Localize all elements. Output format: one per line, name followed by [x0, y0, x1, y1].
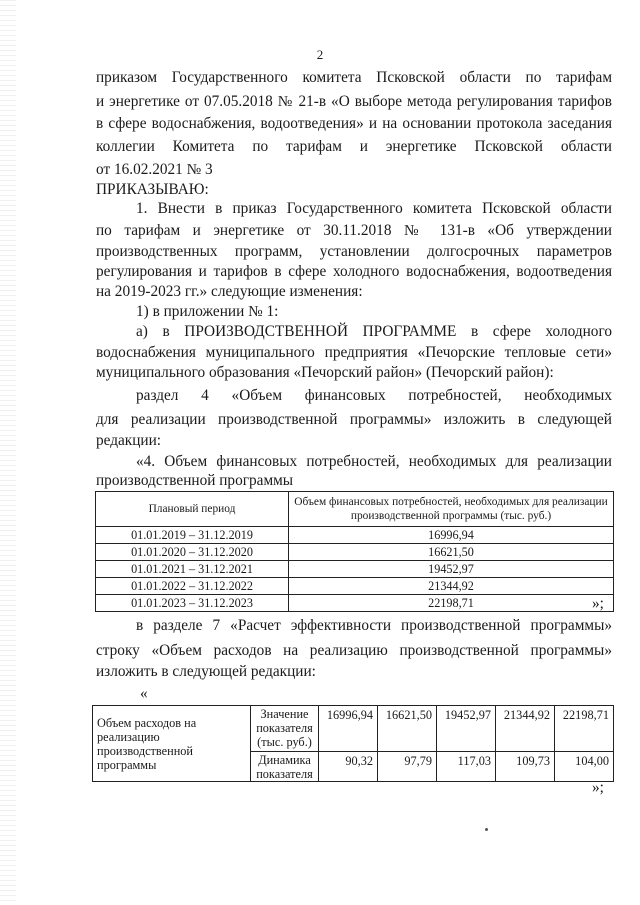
value-cell: 104,00 — [555, 752, 614, 782]
closing-quote: »; — [592, 779, 604, 796]
section4-line: редакции: — [96, 432, 162, 449]
subitem-a-line: водоснабжения муниципального предприятия «Печорские тепловые сети» — [96, 344, 612, 361]
value-cell: 22198,71 — [289, 595, 614, 612]
period-cell: 01.01.2021 – 31.12.2021 — [96, 561, 289, 578]
section4-line: для реализации производственной программы» изложить в следующей — [96, 411, 612, 428]
scan-edge — [0, 0, 16, 905]
intro-line: приказом Государственного комитета Псковской области по тарифам — [96, 69, 612, 86]
table-header-cell: Плановый период — [96, 492, 289, 527]
row-label-cell: Объем расходов на реализацию производственной программы — [93, 706, 251, 782]
scan-speck — [485, 828, 488, 831]
subitem-a-line: а) в ПРОИЗВОДСТВЕННОЙ ПРОГРАММЕ в сфере холодного — [136, 323, 612, 340]
indicator-name-cell: Динамика показателя — [251, 752, 319, 782]
value-cell: 16996,94 — [319, 706, 378, 752]
value-cell: 16996,94 — [289, 527, 614, 544]
value-cell: 90,32 — [319, 752, 378, 782]
value-cell: 21344,92 — [289, 578, 614, 595]
period-cell: 01.01.2019 – 31.12.2019 — [96, 527, 289, 544]
table-header-row — [96, 492, 614, 527]
section4-line: раздел 4 «Объем финансовых потребностей, необходимых — [136, 387, 612, 404]
item1-line: регулирования и тарифов в сфере холодного водоснабжения, водоотведения — [96, 263, 612, 280]
table-row — [93, 706, 614, 752]
table-row — [96, 544, 614, 561]
item1-line: по тарифам и энергетике от 30.11.2018 № 131-в «Об утверждении — [96, 222, 612, 239]
financial-needs-table — [95, 491, 614, 612]
intro-line: коллегии Комитета по тарифам и энергетике Псковской области — [96, 138, 612, 155]
value-cell: 19452,97 — [437, 706, 496, 752]
indicator-name-cell: Значение показателя (тыс. руб.) — [251, 706, 319, 752]
quote4-line: «4. Объем финансовых потребностей, необходимых для реализации — [136, 453, 612, 470]
subitem-a-line: муниципального образования «Печорский район» (Печорский район): — [96, 364, 554, 381]
section7-line: в разделе 7 «Расчет эффективности производственной программы» — [136, 617, 612, 634]
subitem-1: 1) в приложении № 1: — [136, 303, 279, 320]
expenses-table — [92, 705, 614, 782]
intro-line: и энергетике от 07.05.2018 № 21-в «О выборе метода регулирования тарифов — [96, 93, 612, 110]
table-row — [96, 527, 614, 544]
value-cell: 21344,92 — [496, 706, 555, 752]
section7-line: строку «Объем расходов на реализацию производственной программы» — [96, 642, 612, 659]
value-cell: 16621,50 — [289, 544, 614, 561]
value-cell: 97,79 — [378, 752, 437, 782]
quote4-line: производственной программы — [96, 472, 294, 489]
closing-quote: »; — [592, 595, 604, 612]
value-cell: 16621,50 — [378, 706, 437, 752]
value-cell: 117,03 — [437, 752, 496, 782]
item1-line: производственных программ, установлении долгосрочных параметров — [96, 243, 612, 260]
section7-line: изложить в следующей редакции: — [96, 663, 316, 680]
period-cell: 01.01.2023 – 31.12.2023 — [96, 595, 289, 612]
intro-line: от 16.02.2021 № 3 — [96, 161, 213, 178]
intro-line: в сфере водоснабжения, водоотведения» и на основании протокола заседания — [96, 115, 612, 132]
item1-line: на 2019-2023 гг.» следующие изменения: — [96, 283, 363, 300]
page-number: 2 — [316, 47, 324, 62]
table-header-cell: Объем финансовых потребностей, необходимых для реализации производственной программы (тыс. руб.) — [289, 492, 614, 527]
table-row — [96, 561, 614, 578]
value-cell: 19452,97 — [289, 561, 614, 578]
opening-quote: « — [140, 685, 148, 702]
item1-line: 1. Внести в приказ Государственного комитета Псковской области — [136, 200, 612, 217]
table-row — [96, 578, 614, 595]
table-row — [96, 595, 614, 612]
value-cell: 109,73 — [496, 752, 555, 782]
period-cell: 01.01.2022 – 31.12.2022 — [96, 578, 289, 595]
period-cell: 01.01.2020 – 31.12.2020 — [96, 544, 289, 561]
order-word: ПРИКАЗЫВАЮ: — [96, 181, 209, 198]
value-cell: 22198,71 — [555, 706, 614, 752]
